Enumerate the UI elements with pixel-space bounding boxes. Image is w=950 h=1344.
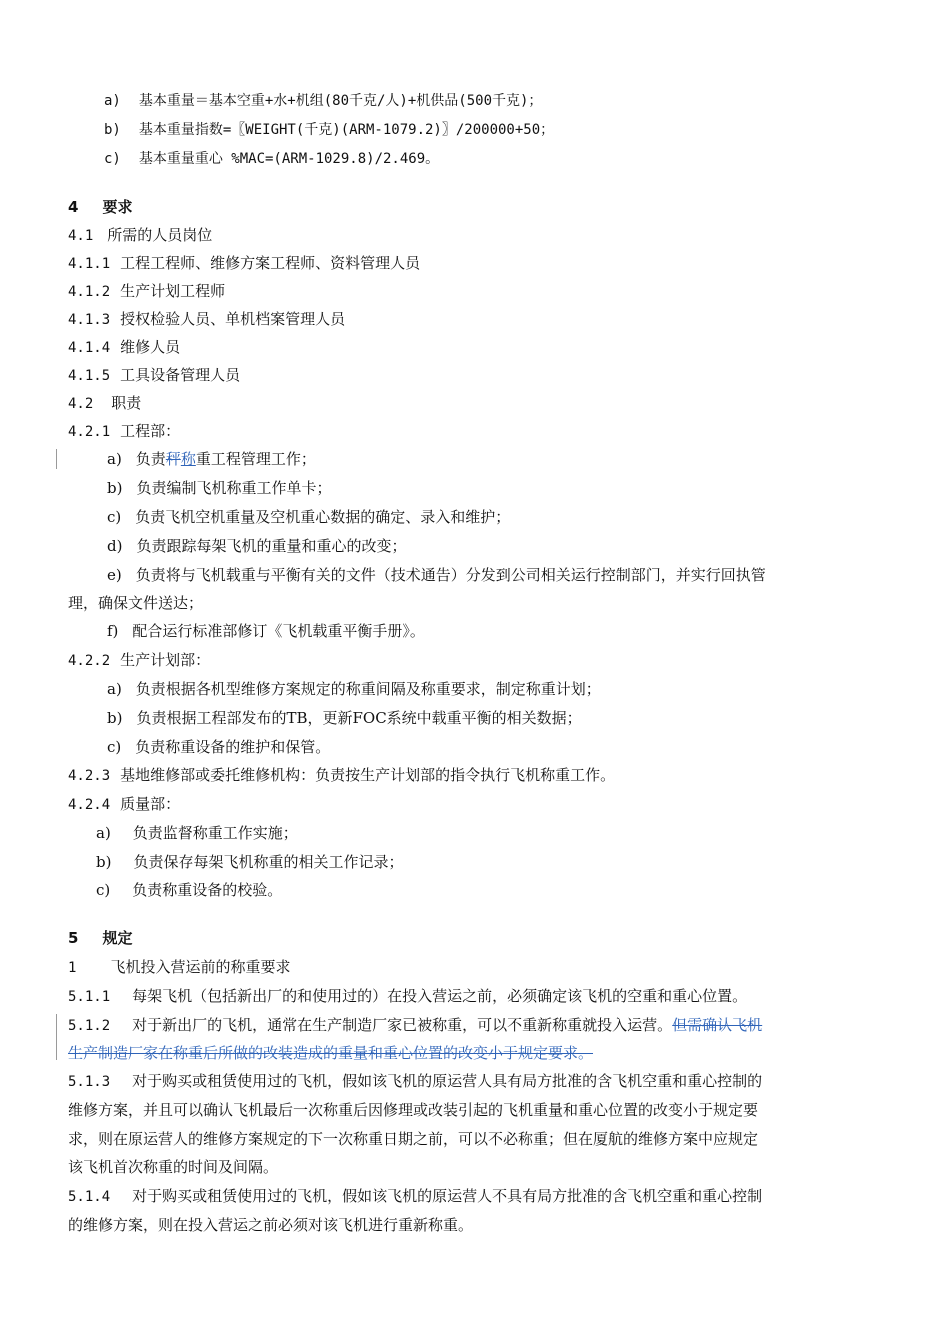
duty-label: d) [107, 537, 123, 555]
section-4-2-1-number: 4.2.1 [68, 424, 111, 440]
role-text: 授权检验人员、单机档案管理人员 [120, 310, 346, 328]
paragraph-text-line2: 维修方案，并且可以确认飞机最后一次称重后因修理或改装引起的飞机重量和重心位置的改变小于规定要 [68, 1101, 759, 1119]
duty-4-2-1-e [107, 564, 950, 586]
section-5-1-number: 1 [68, 960, 77, 976]
role-4-1-5 [68, 364, 950, 387]
duty-text: 负责根据工程部发布的TB，更新FOC系统中载重平衡的相关数据； [136, 709, 582, 727]
role-text: 维修人员 [120, 338, 181, 356]
section-5-1-title: 飞机投入营运前的称重要求 [110, 958, 291, 976]
formula-c-label: c) [104, 151, 121, 167]
formula-a [104, 90, 950, 112]
duty-label: a) [107, 680, 122, 698]
section-4-2-2-heading [68, 649, 950, 672]
paragraph-5-1-4 [68, 1185, 950, 1208]
section-4-2-4-heading [68, 793, 950, 816]
paragraph-5-1-4-line2 [68, 1214, 950, 1236]
deleted-text: 但需确认飞机 [672, 1016, 763, 1034]
paragraph-text-line4: 该飞机首次称重的时间及间隔。 [68, 1158, 279, 1176]
section-4-2-4-number: 4.2.4 [68, 797, 111, 813]
role-4-1-2 [68, 280, 950, 303]
role-4-1-4 [68, 336, 950, 359]
paragraph-number: 5.1.1 [68, 989, 111, 1005]
duty-text-post: 重工程管理工作； [195, 450, 316, 468]
duty-4-2-1-d [107, 535, 950, 557]
inserted-text: 称 [180, 450, 196, 468]
paragraph-text-line3: 求，则在原运营人的维修方案规定的下一次称重日期之前，可以不必称重；但在厦航的维修方案中应规定 [68, 1130, 759, 1148]
section-4-1-heading [68, 224, 950, 247]
paragraph-number: 5.1.4 [68, 1189, 111, 1205]
duty-4-2-1-b [107, 477, 950, 499]
role-text: 工程工程师、维修方案工程师、资料管理人员 [120, 254, 421, 272]
paragraph-5-1-3-line4 [68, 1156, 950, 1178]
duty-label: c) [96, 881, 111, 899]
section-5-title: 规定 [102, 929, 133, 947]
duty-4-2-2-c [107, 736, 950, 758]
duty-4-2-1-a [107, 448, 950, 470]
duty-text: 负责保存每架飞机称重的相关工作记录； [133, 853, 404, 871]
duty-label: a) [96, 824, 111, 842]
duty-text-pre: 负责 [135, 450, 166, 468]
section-4-2-3 [68, 764, 950, 787]
section-4-2-2-title: 生产计划部： [120, 651, 211, 669]
paragraph-5-1-3-line3 [68, 1128, 950, 1150]
duty-text: 负责飞机空机重量及空机重心数据的确定、录入和维护； [135, 508, 511, 526]
duty-label: e) [107, 566, 122, 584]
section-4-2-3-number: 4.2.3 [68, 768, 111, 784]
role-4-1-3 [68, 308, 950, 331]
section-4-2-3-text: 基地维修部或委托维修机构：负责按生产计划部的指令执行飞机称重工作。 [120, 766, 616, 784]
section-5-1-heading [68, 956, 950, 979]
duty-label: a) [107, 450, 122, 468]
duty-4-2-2-a [107, 678, 950, 700]
duty-label: b) [107, 709, 123, 727]
deleted-text: 秤 [165, 450, 181, 468]
role-number: 4.1.3 [68, 312, 111, 328]
duty-text-line2: 理，确保文件送达； [68, 594, 204, 612]
formula-a-text: 基本重量＝基本空重+水+机组(80千克/人)+机供品(500千克)； [138, 93, 543, 109]
formula-b [104, 119, 950, 141]
duty-4-2-1-e-cont [68, 592, 950, 614]
section-4-heading [68, 196, 950, 218]
role-text: 工具设备管理人员 [120, 366, 241, 384]
duty-4-2-1-c [107, 506, 950, 528]
section-4-1-title: 所需的人员岗位 [107, 226, 213, 244]
paragraph-5-1-3-line2 [68, 1099, 950, 1121]
duty-text: 配合运行标准部修订《飞机载重平衡手册》。 [132, 622, 425, 640]
role-number: 4.1.5 [68, 368, 111, 384]
formula-c [104, 148, 950, 170]
duty-4-2-4-c [96, 879, 950, 901]
paragraph-text: 每架飞机（包括新出厂的和使用过的）在投入营运之前，必须确定该飞机的空重和重心位置。 [132, 987, 748, 1005]
duty-label: b) [107, 479, 123, 497]
duty-label: f) [107, 622, 119, 640]
paragraph-5-1-2-cont [68, 1042, 950, 1064]
section-4-number: 4 [68, 198, 79, 216]
duty-4-2-2-b [107, 707, 950, 729]
duty-text: 负责根据各机型维修方案规定的称重间隔及称重要求，制定称重计划； [135, 680, 601, 698]
role-number: 4.1.1 [68, 256, 111, 272]
paragraph-5-1-3 [68, 1070, 950, 1093]
duty-text: 负责称重设备的维护和保管。 [135, 738, 331, 756]
paragraph-5-1-2 [68, 1014, 950, 1037]
formula-b-label: b) [104, 122, 121, 138]
duty-label: c) [107, 738, 122, 756]
duty-4-2-1-f [107, 620, 950, 642]
deleted-text: 生产制造厂家在称重后所做的改装造成的重量和重心位置的改变小于规定要求。 [68, 1044, 594, 1062]
section-4-2-1-heading [68, 420, 950, 443]
duty-text: 负责称重设备的校验。 [132, 881, 283, 899]
section-4-2-4-title: 质量部： [120, 795, 181, 813]
role-number: 4.1.2 [68, 284, 111, 300]
formula-c-text: 基本重量重心 %MAC=(ARM-1029.8)/2.469。 [138, 151, 440, 167]
paragraph-number: 5.1.3 [68, 1074, 111, 1090]
role-4-1-1 [68, 252, 950, 275]
paragraph-text-line1: 对于购买或租赁使用过的飞机，假如该飞机的原运营人具有局方批准的含飞机空重和重心控制的 [132, 1072, 763, 1090]
section-4-2-1-title: 工程部： [120, 422, 181, 440]
duty-4-2-4-b [96, 851, 950, 873]
duty-label: c) [107, 508, 122, 526]
section-4-1-number: 4.1 [68, 228, 94, 244]
duty-text: 负责监督称重工作实施； [132, 824, 298, 842]
section-4-2-title: 职责 [111, 394, 142, 412]
duty-text: 负责跟踪每架飞机的重量和重心的改变； [136, 537, 407, 555]
paragraph-5-1-1 [68, 985, 950, 1008]
section-4-2-2-number: 4.2.2 [68, 653, 111, 669]
section-4-2-heading [68, 392, 950, 415]
paragraph-text-line1: 对于购买或租赁使用过的飞机，假如该飞机的原运营人不具有局方批准的含飞机空重和重心控制 [132, 1187, 763, 1205]
section-4-title: 要求 [102, 198, 133, 216]
paragraph-text-line2: 的维修方案，则在投入营运之前必须对该飞机进行重新称重。 [68, 1216, 474, 1234]
duty-text-line1: 负责将与飞机载重与平衡有关的文件（技术通告）分发到公司相关运行控制部门，并实行回执管 [135, 566, 766, 584]
change-bar [56, 449, 57, 469]
duty-text: 负责编制飞机称重工作单卡； [136, 479, 332, 497]
change-bar [56, 1014, 57, 1060]
section-5-number: 5 [68, 929, 79, 947]
duty-4-2-4-a [96, 822, 950, 844]
duty-label: b) [96, 853, 112, 871]
paragraph-number: 5.1.2 [68, 1018, 111, 1034]
section-5-heading [68, 927, 950, 949]
section-4-2-number: 4.2 [68, 396, 94, 412]
paragraph-text: 对于新出厂的飞机，通常在生产制造厂家已被称重，可以不重新称重就投入运营。 [132, 1016, 673, 1034]
formula-b-text: 基本重量指数=〖WEIGHT(千克)(ARM-1079.2)〗/200000+50； [138, 122, 555, 138]
role-number: 4.1.4 [68, 340, 111, 356]
formula-a-label: a) [104, 93, 121, 109]
role-text: 生产计划工程师 [120, 282, 226, 300]
